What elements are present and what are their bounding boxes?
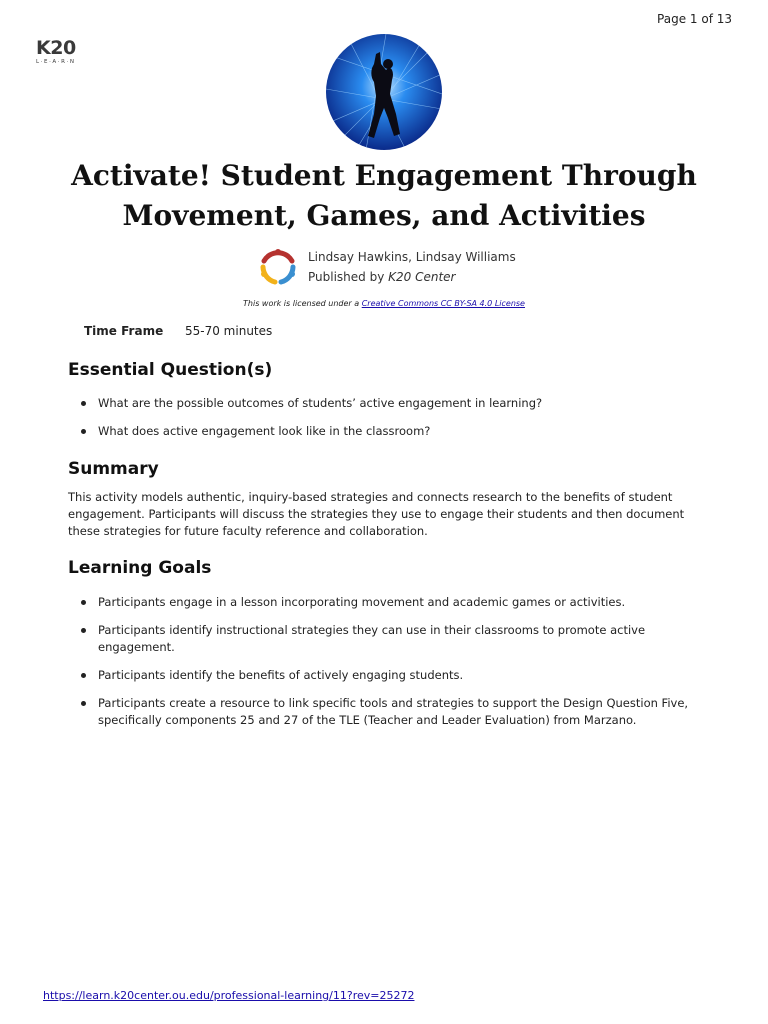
list-item: What are the possible outcomes of students’ active engagement in learning? (68, 395, 708, 412)
publisher-name: K20 Center (388, 270, 456, 284)
learning-goals-list (68, 594, 708, 740)
license-notice (0, 299, 768, 308)
logo-sub-text: L·E·A·R·N (36, 59, 76, 65)
learning-goals-heading: Learning Goals (68, 558, 212, 578)
list-item: Participants identify instructional strategies they can use in their classrooms to promote active engagement. (68, 622, 708, 656)
people-circle-icon (258, 247, 298, 287)
essential-questions-heading: Essential Question(s) (68, 360, 273, 380)
publisher-line (308, 267, 516, 287)
time-frame-label: Time Frame (84, 324, 164, 338)
logo-main-text: K20 (36, 37, 76, 59)
title-line-2: Movement, Games, and Activities (122, 199, 646, 232)
summary-text: This activity models authentic, inquiry-based strategies and connects research to the benefits of student engagement. Participants will discuss the strategies they use to engage their students and then document these strategies for future faculty reference and collaboration. (68, 490, 685, 538)
footer-url-link[interactable]: https://learn.k20center.ou.edu/professional-learning/11?rev=25272 (43, 989, 415, 1002)
authors-block (258, 247, 516, 287)
page-number: Page 1 of 13 (657, 12, 732, 26)
list-item: Participants engage in a lesson incorporating movement and academic games or activities. (68, 594, 708, 611)
title-line-1: Activate! Student Engagement Through (71, 159, 697, 192)
page-title (40, 156, 728, 236)
hero-image (326, 34, 442, 150)
k20-logo (36, 38, 78, 65)
time-frame-value: 55-70 minutes (185, 324, 273, 338)
published-prefix: Published by (308, 270, 385, 284)
list-item: What does active engagement look like in the classroom? (68, 423, 708, 440)
author-names: Lindsay Hawkins, Lindsay Williams (308, 250, 516, 264)
license-link[interactable]: Creative Commons CC BY-SA 4.0 License (361, 299, 525, 308)
license-prefix: This work is licensed under a (243, 299, 360, 308)
essential-questions-list (68, 395, 708, 451)
time-frame (84, 324, 272, 338)
summary-heading: Summary (68, 459, 159, 479)
list-item: Participants identify the benefits of actively engaging students. (68, 667, 708, 684)
list-item: Participants create a resource to link specific tools and strategies to support the Design Question Five, specifically components 25 and 27 of the TLE (Teacher and Leader Evaluation) from Marzano. (68, 695, 708, 729)
